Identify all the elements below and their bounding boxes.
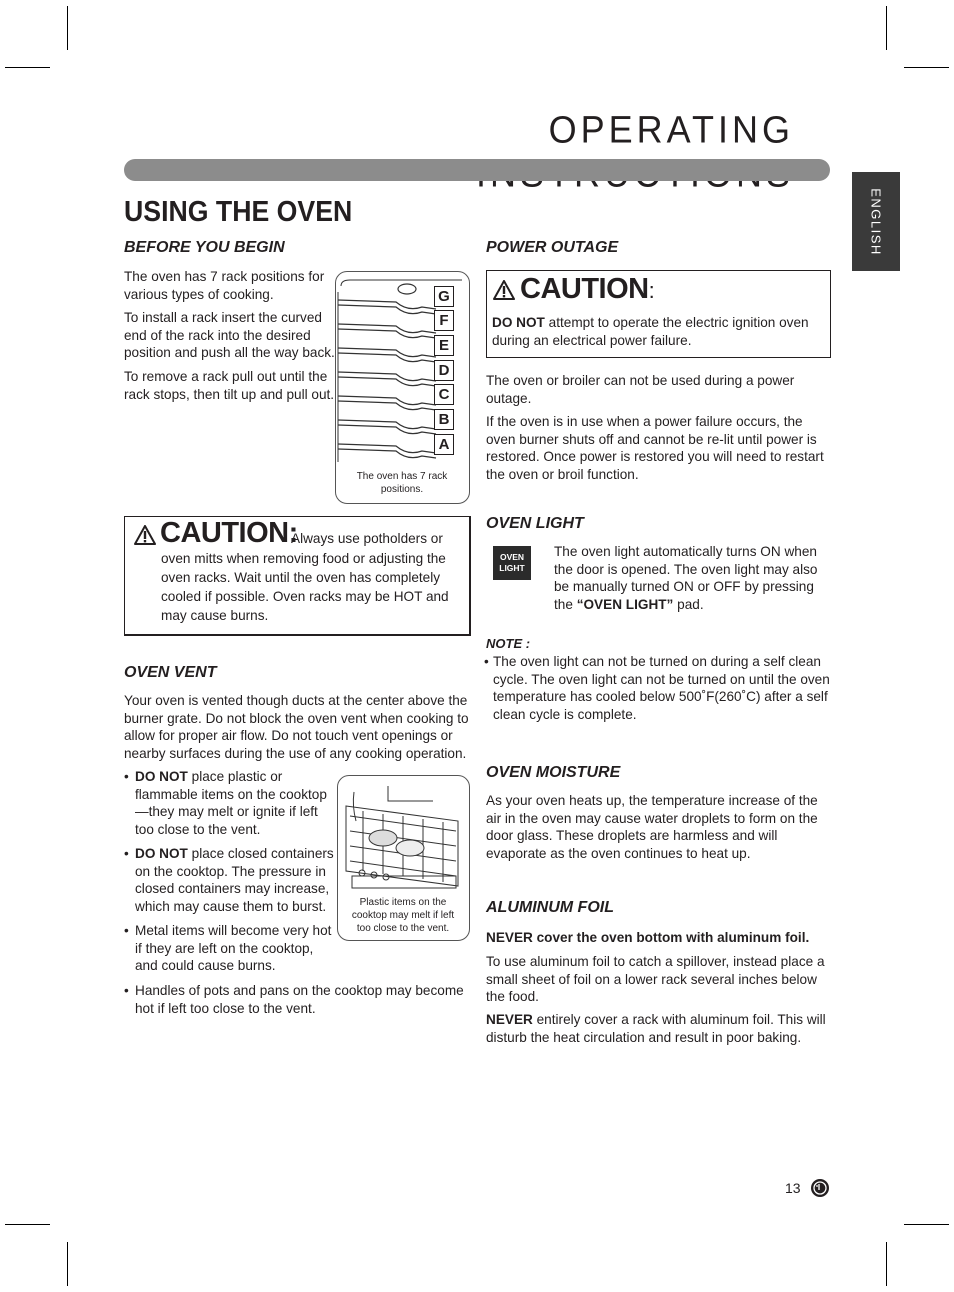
crop-mark [5, 67, 50, 68]
caution-racks-text: oven mitts when removing food or adjusting the oven racks. Wait until the oven has completely cooled if possible. Oven racks may be HOT and may cause burns. [161, 551, 449, 623]
cooktop-figure-caption: Plastic items on the cooktop may melt if left too close to the vent. [351, 897, 455, 934]
foil-p2-bold: NEVER [486, 1012, 533, 1027]
vent-bullet-2-bold: DO NOT [135, 846, 188, 861]
crop-mark [5, 1224, 50, 1225]
page-number: 13 [785, 1180, 801, 1196]
vent-bullet-3: • Metal items will become very hot if they are left on the cooktop, and could cause burns. [124, 922, 339, 975]
rack-figure-caption: The oven has 7 rack positions. [356, 471, 448, 495]
crop-mark [67, 1242, 68, 1286]
heading-oven-light: OVEN LIGHT [486, 515, 584, 532]
before-p1: The oven has 7 rack positions for various types of cooking. [124, 269, 325, 302]
crop-mark [886, 1242, 887, 1286]
page-title: USING THE OVEN [124, 196, 353, 228]
vent-bullet-1: • DO NOT place plastic or flammable items on the cooktop—they may melt or ignite if left too close to the vent. [124, 769, 327, 837]
crop-mark [904, 1224, 949, 1225]
brand-logo-icon [811, 1179, 829, 1197]
rack-letter-e: E [434, 335, 454, 356]
foil-p2 [486, 1011, 831, 1046]
vent-bullet-1-bold: DO NOT [135, 769, 188, 784]
note-label: NOTE : [486, 636, 531, 651]
header-bar [124, 159, 830, 181]
note-text: The oven light can not be turned on during a self clean cycle. The oven light can not be turned on until the oven temperature has cooled below 500˚F(260˚C) after a self clean cycle is complete. [493, 654, 830, 722]
crop-mark [886, 6, 887, 50]
crop-mark [904, 67, 949, 68]
vent-bullet-2-text: place closed containers on the cooktop. The pressure in closed containers may increase, which may cause them to burst. [135, 846, 334, 914]
caution-power-body: attempt to operate the electric ignition oven during an electrical power failure. [492, 315, 809, 348]
note-bullet: • The oven light can not be turned on during a self clean cycle. The oven light can not be turned on until the oven temperature has cooled below 500˚F(260˚C) after a self clean cycle is complete. [484, 654, 830, 722]
foil-p1: To use aluminum foil to catch a spillover, instead place a small sheet of foil on a lower rack several inches below the food. [486, 954, 825, 1004]
vent-bullet-3-text: Metal items will become very hot if they are left on the cooktop, and could cause burns. [135, 923, 332, 973]
rack-letter-b: B [434, 409, 454, 430]
vent-bullet-4: • Handles of pots and pans on the cooktop may become hot if left too close to the vent. [124, 982, 469, 1017]
foil-warning: NEVER cover the oven bottom with aluminum foil. [486, 930, 810, 945]
heading-aluminum-foil: ALUMINUM FOIL [486, 899, 614, 916]
power-outage-p2: If the oven is in use when a power failure occurs, the oven burner shuts off and cannot be re-lit until power is restored. Once power is restored you will need to restart the oven or broil function. [486, 414, 824, 482]
caution-label: CAUTION: [160, 517, 298, 549]
heading-power-outage: POWER OUTAGE [486, 239, 619, 256]
foil-p2-text: entirely cover a rack with aluminum foil. This will disturb the heat circulation and result in poor baking. [486, 1012, 826, 1045]
rack-letter-c: C [434, 384, 454, 405]
oven-light-body: The oven light automatically turns ON when the door is opened. The oven light may also be manually turned ON or OFF by pressing the [554, 544, 818, 612]
oven-light-end: pad. [673, 596, 704, 612]
oven-light-text [554, 543, 824, 613]
language-label: ENGLISH [868, 187, 884, 256]
caution-racks-text-first: Always use potholders or [291, 531, 443, 546]
before-p2: To install a rack insert the curved end of the rack into the desired position and push all the way back. [124, 310, 335, 360]
crop-mark [67, 6, 68, 50]
warning-icon [493, 280, 515, 300]
language-tab [852, 172, 900, 271]
caution-power-label [520, 273, 655, 306]
vent-bullet-4-text: Handles of pots and pans on the cooktop may become hot if left too close to the vent. [135, 983, 464, 1016]
before-p3: To remove a rack pull out until the rack stops, then tilt up and pull out. [124, 369, 335, 402]
rack-letter-g: G [434, 286, 454, 307]
power-outage-p1: The oven or broiler can not be used during a power outage. [486, 373, 795, 406]
oven-moisture-text: As your oven heats up, the temperature increase of the air in the oven may cause water droplets to form on the door glass. These droplets are harmless and will evaporate as the oven continues to heat up. [486, 793, 818, 861]
vent-bullet-1-text: place plastic or flammable items on the cooktop—they may melt or ignite if left too close to the vent. [135, 769, 327, 837]
oven-light-pad-line1: OVEN [499, 552, 525, 562]
caution-power-colon: : [648, 278, 655, 303]
section-title: OPERATING [548, 107, 794, 151]
oven-light-pad-line2: LIGHT [499, 563, 525, 573]
oven-light-pad-name: “OVEN LIGHT” [576, 596, 674, 612]
caution-power-text [492, 314, 822, 349]
oven-light-pad-icon [493, 546, 531, 580]
caution-power-word: CAUTION [520, 273, 649, 305]
heading-oven-moisture: OVEN MOISTURE [486, 764, 621, 781]
caution-power-bold: DO NOT [492, 315, 545, 330]
oven-vent-intro: Your oven is vented though ducts at the center above the burner grate. Do not block the oven vent when cooking to allow for proper air flow. Do not touch vent openings or nearby surfaces during the use of any cooking operation. [124, 693, 469, 761]
heading-before-you-begin: BEFORE YOU BEGIN [124, 239, 285, 256]
rack-letter-d: D [434, 360, 454, 381]
rack-letter-f: F [434, 310, 454, 331]
vent-bullet-2: • DO NOT place closed containers on the cooktop. The pressure in closed containers may increase, which may cause them to burst. [124, 846, 334, 914]
warning-icon [134, 525, 156, 545]
heading-oven-vent: OVEN VENT [124, 664, 217, 681]
rack-letter-a: A [434, 434, 454, 455]
